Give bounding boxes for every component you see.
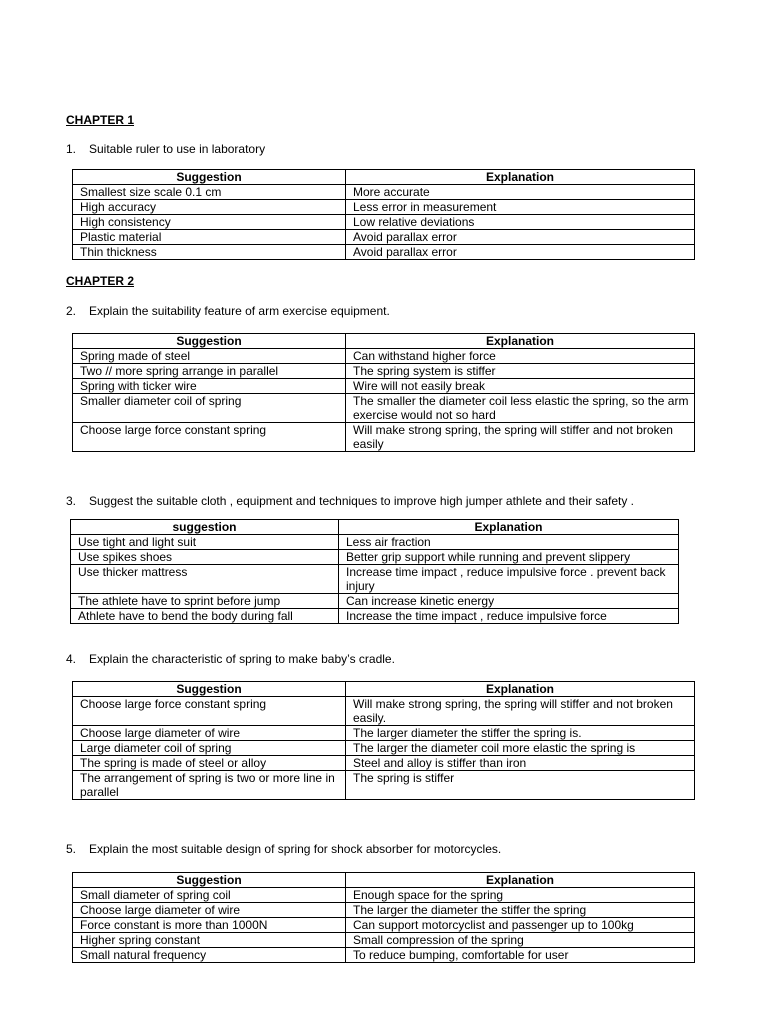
- table-baby-cradle: [72, 681, 695, 800]
- table-ruler: [72, 169, 695, 260]
- explanation-cell: Avoid parallax error: [346, 230, 695, 245]
- header-explanation: Explanation: [339, 520, 679, 535]
- question-number: 4.: [66, 652, 77, 666]
- header-suggestion: Suggestion: [73, 873, 346, 888]
- question-2: [66, 304, 390, 318]
- suggestion-cell: Use tight and light suit: [71, 535, 339, 550]
- suggestion-cell: Choose large force constant spring: [73, 697, 346, 726]
- table-row: [73, 771, 695, 800]
- table-row: [73, 200, 695, 215]
- explanation-cell: Steel and alloy is stiffer than iron: [346, 756, 695, 771]
- table-row: [73, 756, 695, 771]
- table-row: [73, 948, 695, 963]
- explanation-cell: Less error in measurement: [346, 200, 695, 215]
- suggestion-cell: Smaller diameter coil of spring: [73, 394, 346, 423]
- suggestion-cell: Plastic material: [73, 230, 346, 245]
- question-number: 5.: [66, 842, 77, 856]
- suggestion-cell: High accuracy: [73, 200, 346, 215]
- explanation-cell: Can support motorcyclist and passenger up to 100kg: [346, 918, 695, 933]
- header-suggestion: Suggestion: [73, 334, 346, 349]
- table-row: [73, 933, 695, 948]
- table-row: [71, 594, 679, 609]
- suggestion-cell: Small diameter of spring coil: [73, 888, 346, 903]
- suggestion-cell: High consistency: [73, 215, 346, 230]
- question-text: Suitable ruler to use in laboratory: [89, 142, 266, 156]
- suggestion-cell: The arrangement of spring is two or more line in parallel: [73, 771, 346, 800]
- question-text: Explain the most suitable design of spring for shock absorber for motorcycles.: [89, 842, 502, 856]
- suggestion-cell: Choose large diameter of wire: [73, 726, 346, 741]
- suggestion-cell: Force constant is more than 1000N: [73, 918, 346, 933]
- explanation-cell: Enough space for the spring: [346, 888, 695, 903]
- suggestion-cell: Two // more spring arrange in parallel: [73, 364, 346, 379]
- suggestion-cell: Smallest size scale 0.1 cm: [73, 185, 346, 200]
- suggestion-cell: Use spikes shoes: [71, 550, 339, 565]
- table-row: [73, 215, 695, 230]
- explanation-cell: Small compression of the spring: [346, 933, 695, 948]
- table-row: [73, 394, 695, 423]
- table-header-row: [73, 873, 695, 888]
- question-5: [66, 842, 501, 856]
- header-explanation: Explanation: [346, 334, 695, 349]
- suggestion-cell: Athlete have to bend the body during fall: [71, 609, 339, 624]
- explanation-cell: More accurate: [346, 185, 695, 200]
- explanation-cell: Wire will not easily break: [346, 379, 695, 394]
- table-row: [73, 245, 695, 260]
- explanation-cell: Low relative deviations: [346, 215, 695, 230]
- table-row: [73, 918, 695, 933]
- chapter-2-heading: CHAPTER 2: [66, 274, 135, 288]
- explanation-cell: Less air fraction: [339, 535, 679, 550]
- table-header-row: [73, 170, 695, 185]
- chapter-1-heading: CHAPTER 1: [66, 113, 135, 127]
- explanation-cell: Avoid parallax error: [346, 245, 695, 260]
- suggestion-cell: Large diameter coil of spring: [73, 741, 346, 756]
- question-1: [66, 142, 265, 156]
- header-suggestion: Suggestion: [73, 170, 346, 185]
- explanation-cell: Increase the time impact , reduce impulsive force: [339, 609, 679, 624]
- table-high-jumper: [70, 519, 679, 624]
- explanation-cell: Will make strong spring, the spring will stiffer and not broken easily.: [346, 697, 695, 726]
- suggestion-cell: The athlete have to sprint before jump: [71, 594, 339, 609]
- table-row: [71, 535, 679, 550]
- header-explanation: Explanation: [346, 873, 695, 888]
- table-row: [73, 364, 695, 379]
- explanation-cell: Can withstand higher force: [346, 349, 695, 364]
- suggestion-cell: Higher spring constant: [73, 933, 346, 948]
- explanation-cell: Will make strong spring, the spring will stiffer and not broken easily: [346, 423, 695, 452]
- table-row: [73, 888, 695, 903]
- table-header-row: [73, 682, 695, 697]
- table-row: [71, 565, 679, 594]
- suggestion-cell: Spring with ticker wire: [73, 379, 346, 394]
- suggestion-cell: Use thicker mattress: [71, 565, 339, 594]
- question-text: Explain the characteristic of spring to make baby’s cradle.: [89, 652, 395, 666]
- header-explanation: Explanation: [346, 682, 695, 697]
- explanation-cell: The larger diameter the stiffer the spring is.: [346, 726, 695, 741]
- table-row: [71, 609, 679, 624]
- table-row: [73, 741, 695, 756]
- explanation-cell: The spring system is stiffer: [346, 364, 695, 379]
- header-suggestion: Suggestion: [73, 682, 346, 697]
- question-number: 2.: [66, 304, 77, 318]
- explanation-cell: The spring is stiffer: [346, 771, 695, 800]
- explanation-cell: The larger the diameter coil more elastic the spring is: [346, 741, 695, 756]
- table-row: [73, 423, 695, 452]
- question-text: Suggest the suitable cloth , equipment and techniques to improve high jumper athlete and their safety .: [89, 494, 635, 508]
- question-3: [66, 494, 634, 508]
- suggestion-cell: Thin thickness: [73, 245, 346, 260]
- question-text: Explain the suitability feature of arm exercise equipment.: [89, 304, 390, 318]
- question-number: 3.: [66, 494, 77, 508]
- suggestion-cell: Choose large diameter of wire: [73, 903, 346, 918]
- explanation-cell: Increase time impact , reduce impulsive force . prevent back injury: [339, 565, 679, 594]
- explanation-cell: The larger the diameter the stiffer the spring: [346, 903, 695, 918]
- table-row: [73, 230, 695, 245]
- table-row: [73, 726, 695, 741]
- explanation-cell: The smaller the diameter coil less elastic the spring, so the arm exercise would not so hard: [346, 394, 695, 423]
- header-explanation: Explanation: [346, 170, 695, 185]
- explanation-cell: Can increase kinetic energy: [339, 594, 679, 609]
- suggestion-cell: Choose large force constant spring: [73, 423, 346, 452]
- table-row: [73, 349, 695, 364]
- table-row: [71, 550, 679, 565]
- explanation-cell: Better grip support while running and prevent slippery: [339, 550, 679, 565]
- header-suggestion: suggestion: [71, 520, 339, 535]
- table-arm-exercise: [72, 333, 695, 452]
- question-4: [66, 652, 395, 666]
- table-row: [73, 903, 695, 918]
- suggestion-cell: Spring made of steel: [73, 349, 346, 364]
- table-header-row: [73, 334, 695, 349]
- table-header-row: [71, 520, 679, 535]
- table-shock-absorber: [72, 872, 695, 963]
- suggestion-cell: The spring is made of steel or alloy: [73, 756, 346, 771]
- explanation-cell: To reduce bumping, comfortable for user: [346, 948, 695, 963]
- question-number: 1.: [66, 142, 77, 156]
- suggestion-cell: Small natural frequency: [73, 948, 346, 963]
- table-row: [73, 697, 695, 726]
- table-row: [73, 379, 695, 394]
- table-row: [73, 185, 695, 200]
